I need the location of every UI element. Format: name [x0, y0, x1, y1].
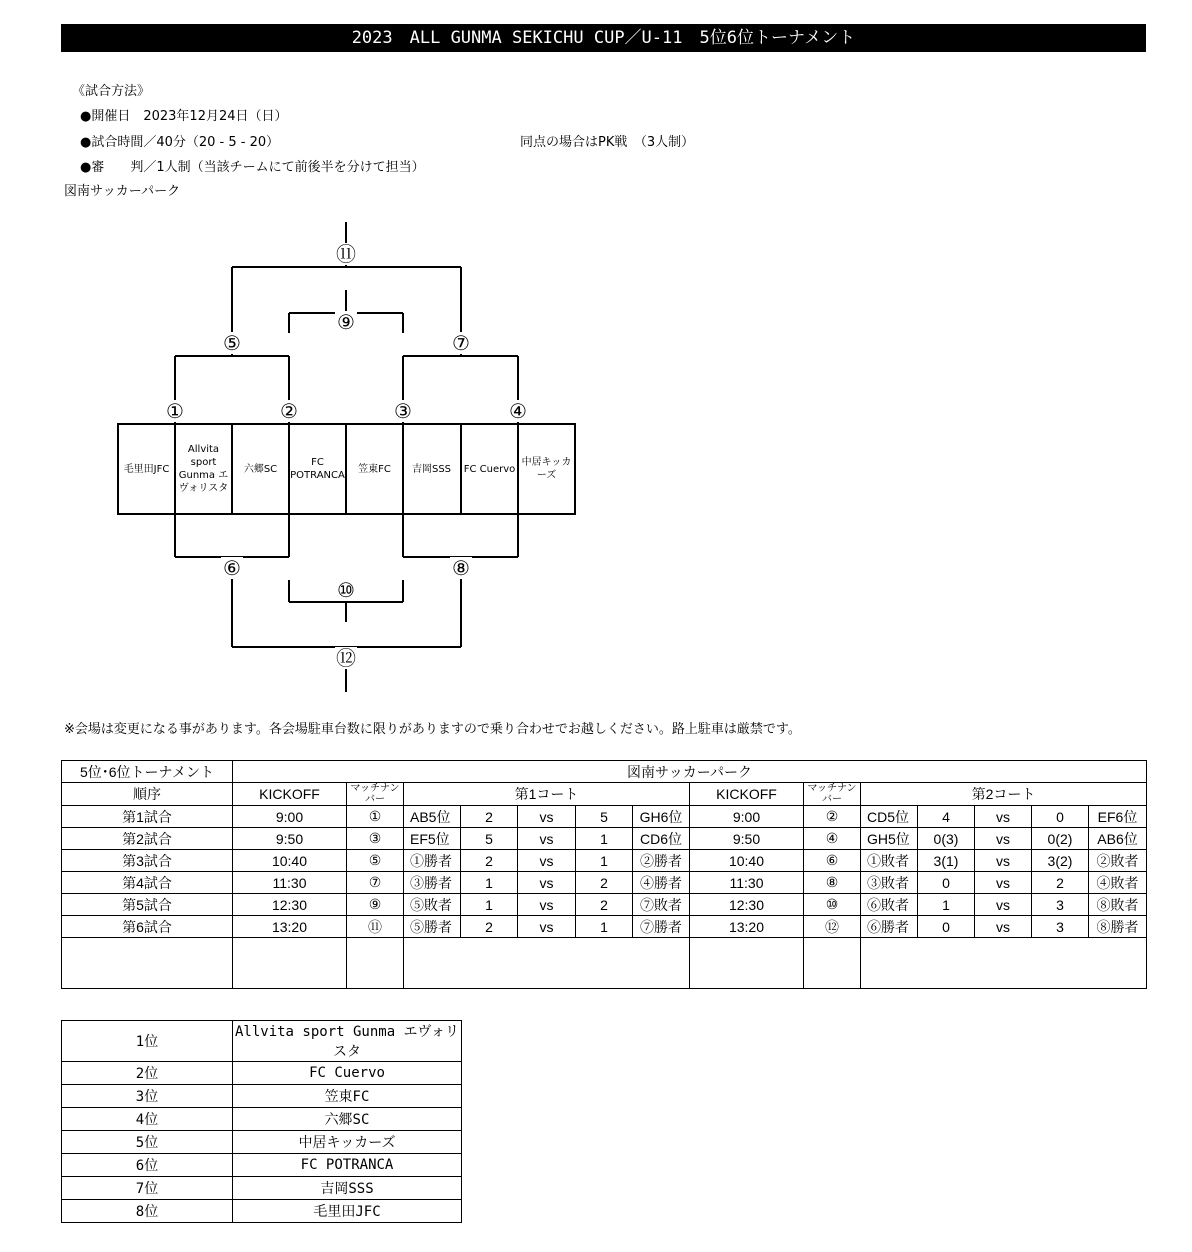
schedule-cell-k1: 11:30 [233, 872, 347, 894]
match-number-4: ④ [507, 400, 529, 422]
schedule-cell-b2: ④敗者 [1089, 872, 1147, 894]
schedule-cell-b1: ②勝者 [633, 850, 690, 872]
schedule-cell-s2a: 0 [918, 872, 975, 894]
ranking-team: 中居キッカーズ [233, 1131, 462, 1154]
ranking-team: FC POTRANCA [233, 1154, 462, 1177]
bracket-team-3: 六郷SC [243, 463, 278, 475]
bracket-team-6: 吉岡SSS [411, 463, 452, 475]
header-order: 順序 [62, 783, 233, 806]
schedule-cell-k2: 10:40 [690, 850, 804, 872]
schedule-row [62, 828, 1147, 850]
ranking-row [62, 1108, 462, 1131]
schedule-cell-s1a: 2 [461, 850, 518, 872]
schedule-cell-s1a: 1 [461, 894, 518, 916]
schedule-cell-k2: 13:20 [690, 916, 804, 938]
schedule-row [62, 806, 1147, 828]
schedule-cell-m2: ② [804, 806, 861, 828]
schedule-venue: 図南サッカーパーク [233, 761, 1147, 783]
ranking-row [62, 1177, 462, 1200]
schedule-cell-v1: vs [518, 828, 576, 850]
schedule-cell-m2: ⑧ [804, 872, 861, 894]
schedule-cell-a2: ①敗者 [861, 850, 918, 872]
referee-line: ●審 判／1人制（当該チームにて前後半を分けて担当） [80, 160, 425, 175]
schedule-cell-v2: vs [975, 872, 1032, 894]
schedule-cell-s2a: 3(1) [918, 850, 975, 872]
schedule-table [61, 760, 1147, 989]
schedule-cell-b1: GH6位 [633, 806, 690, 828]
schedule-cell-k1: 12:30 [233, 894, 347, 916]
schedule-cell-s1b: 1 [576, 850, 633, 872]
schedule-cell-a2: ⑥勝者 [861, 916, 918, 938]
schedule-cell-m2: ⑥ [804, 850, 861, 872]
parking-note: ※会場は変更になる事があります。各会場駐車台数に限りがありますので乗り合わせでお越しください。路上駐車は厳禁です。 [64, 722, 801, 737]
schedule-cell-k2: 11:30 [690, 872, 804, 894]
schedule-cell-s2b: 3(2) [1032, 850, 1089, 872]
schedule-cell-b2: EF6位 [1089, 806, 1147, 828]
schedule-cell-m2: ⑩ [804, 894, 861, 916]
schedule-cell-m2: ④ [804, 828, 861, 850]
header-kickoff-2: KICKOFF [690, 783, 804, 806]
schedule-cell-a2: CD5位 [861, 806, 918, 828]
schedule-cell-b1: ⑦敗者 [633, 894, 690, 916]
venue-line: 図南サッカーパーク [64, 184, 181, 199]
method-heading: 《試合方法》 [72, 84, 151, 99]
schedule-cell-v2: vs [975, 850, 1032, 872]
schedule-cell-a1: ⑤勝者 [404, 916, 461, 938]
schedule-cell-k1: 9:50 [233, 828, 347, 850]
ranking-team: 毛里田JFC [233, 1200, 462, 1223]
header-court-2: 第2コート [861, 783, 1147, 806]
schedule-cell-s2a: 4 [918, 806, 975, 828]
schedule-cell-order: 第6試合 [62, 916, 233, 938]
ranking-row [62, 1131, 462, 1154]
ranking-rank: 8位 [62, 1200, 233, 1223]
schedule-cell-order: 第1試合 [62, 806, 233, 828]
schedule-cell-s1b: 1 [576, 916, 633, 938]
schedule-title-row [62, 761, 1147, 783]
schedule-cell-a1: ⑤敗者 [404, 894, 461, 916]
bracket-team-8: 中居キッカーズ [521, 457, 572, 481]
ranking-row [62, 1200, 462, 1223]
schedule-cell-v1: vs [518, 872, 576, 894]
schedule-cell-s1b: 2 [576, 894, 633, 916]
ranking-rank: 2位 [62, 1062, 233, 1085]
schedule-cell-m1: ⑦ [347, 872, 404, 894]
ranking-table [61, 1020, 462, 1223]
schedule-cell-b1: CD6位 [633, 828, 690, 850]
schedule-cell-s2b: 0 [1032, 806, 1089, 828]
schedule-cell-k1: 10:40 [233, 850, 347, 872]
schedule-cell-v1: vs [518, 850, 576, 872]
ranking-team: FC Cuervo [233, 1062, 462, 1085]
bracket-team-4: FC POTRANCA [290, 457, 345, 481]
schedule-cell-order: 第5試合 [62, 894, 233, 916]
schedule-empty-row [62, 938, 1147, 989]
tiebreak-line: 同点の場合はPK戦 （3人制） [520, 135, 695, 150]
schedule-cell-v1: vs [518, 916, 576, 938]
match-number-7: ⑦ [450, 332, 472, 354]
schedule-cell-s2b: 2 [1032, 872, 1089, 894]
schedule-cell-m1: ⑨ [347, 894, 404, 916]
header-match-number-1: マッチナンバー [347, 783, 404, 806]
match-number-11: ⑪ [336, 242, 356, 266]
schedule-cell-k2: 9:00 [690, 806, 804, 828]
schedule-cell-a1: ①勝者 [404, 850, 461, 872]
schedule-cell-a2: GH5位 [861, 828, 918, 850]
schedule-cell-k2: 9:50 [690, 828, 804, 850]
schedule-cell-m2: ⑫ [804, 916, 861, 938]
schedule-row [62, 894, 1147, 916]
schedule-cell-m1: ① [347, 806, 404, 828]
bracket-team-7: FC Cuervo [463, 463, 516, 475]
match-number-2: ② [278, 400, 300, 422]
schedule-cell-v2: vs [975, 828, 1032, 850]
schedule-row [62, 850, 1147, 872]
match-number-5: ⑤ [221, 332, 243, 354]
ranking-rank: 4位 [62, 1108, 233, 1131]
schedule-cell-v1: vs [518, 894, 576, 916]
time-line: ●試合時間／40分（20 - 5 - 20） [80, 135, 280, 150]
schedule-cell-s1a: 2 [461, 806, 518, 828]
ranking-rank: 6位 [62, 1154, 233, 1177]
header-court-1: 第1コート [404, 783, 690, 806]
schedule-cell-s2b: 3 [1032, 894, 1089, 916]
ranking-team: 六郷SC [233, 1108, 462, 1131]
match-number-8: ⑧ [450, 557, 472, 579]
schedule-cell-v1: vs [518, 806, 576, 828]
schedule-cell-s2a: 1 [918, 894, 975, 916]
ranking-row [62, 1021, 462, 1062]
ranking-row [62, 1085, 462, 1108]
schedule-cell-v2: vs [975, 806, 1032, 828]
schedule-cell-m1: ⑤ [347, 850, 404, 872]
ranking-rank: 3位 [62, 1085, 233, 1108]
bracket-team-5: 笠東FC [358, 463, 391, 475]
ranking-row [62, 1062, 462, 1085]
schedule-header-row [62, 783, 1147, 806]
schedule-cell-s2a: 0(3) [918, 828, 975, 850]
schedule-cell-order: 第2試合 [62, 828, 233, 850]
date-line: ●開催日 2023年12月24日（日） [80, 109, 288, 124]
schedule-cell-v2: vs [975, 916, 1032, 938]
schedule-cell-a1: ③勝者 [404, 872, 461, 894]
schedule-cell-a1: AB5位 [404, 806, 461, 828]
schedule-cell-s2b: 3 [1032, 916, 1089, 938]
match-number-9: ⑨ [335, 311, 357, 333]
match-number-10: ⑩ [335, 579, 357, 601]
schedule-cell-k1: 13:20 [233, 916, 347, 938]
page-title: 2023 ALL GUNMA SEKICHU CUP／U-11 5位6位トーナメント [61, 24, 1146, 52]
match-number-3: ③ [392, 400, 414, 422]
header-match-number-2: マッチナンバー [804, 783, 861, 806]
schedule-cell-s1b: 1 [576, 828, 633, 850]
schedule-cell-order: 第3試合 [62, 850, 233, 872]
ranking-rank: 1位 [62, 1021, 233, 1062]
schedule-cell-m1: ⑪ [347, 916, 404, 938]
schedule-cell-b2: ⑧敗者 [1089, 894, 1147, 916]
ranking-team: 笠東FC [233, 1085, 462, 1108]
ranking-rank: 5位 [62, 1131, 233, 1154]
schedule-cell-b2: ⑧勝者 [1089, 916, 1147, 938]
schedule-cell-v2: vs [975, 894, 1032, 916]
schedule-cell-order: 第4試合 [62, 872, 233, 894]
match-number-12: ⑫ [336, 646, 356, 670]
ranking-team: Allvita sport Gunma エヴォリスタ [233, 1021, 462, 1062]
schedule-cell-s2a: 0 [918, 916, 975, 938]
schedule-cell-s1b: 5 [576, 806, 633, 828]
bracket-team-1: 毛里田JFC [123, 463, 170, 475]
schedule-cell-m1: ③ [347, 828, 404, 850]
schedule-cell-s1a: 1 [461, 872, 518, 894]
schedule-cell-a2: ⑥敗者 [861, 894, 918, 916]
bracket-team-2: Allvita sport Gunma エヴォリスタ [178, 444, 229, 494]
schedule-cell-k1: 9:00 [233, 806, 347, 828]
schedule-cell-b1: ④勝者 [633, 872, 690, 894]
schedule-cell-s1a: 2 [461, 916, 518, 938]
tournament-label: 5位･6位トーナメント [62, 761, 233, 783]
schedule-cell-s1b: 2 [576, 872, 633, 894]
ranking-team: 吉岡SSS [233, 1177, 462, 1200]
ranking-row [62, 1154, 462, 1177]
schedule-cell-k2: 12:30 [690, 894, 804, 916]
schedule-cell-s1a: 5 [461, 828, 518, 850]
header-kickoff-1: KICKOFF [233, 783, 347, 806]
schedule-cell-b2: AB6位 [1089, 828, 1147, 850]
schedule-row [62, 872, 1147, 894]
schedule-cell-a2: ③敗者 [861, 872, 918, 894]
schedule-cell-s2b: 0(2) [1032, 828, 1089, 850]
match-number-1: ① [164, 400, 186, 422]
schedule-cell-b2: ②敗者 [1089, 850, 1147, 872]
schedule-row [62, 916, 1147, 938]
match-number-6: ⑥ [221, 557, 243, 579]
schedule-cell-b1: ⑦勝者 [633, 916, 690, 938]
schedule-cell-a1: EF5位 [404, 828, 461, 850]
ranking-rank: 7位 [62, 1177, 233, 1200]
